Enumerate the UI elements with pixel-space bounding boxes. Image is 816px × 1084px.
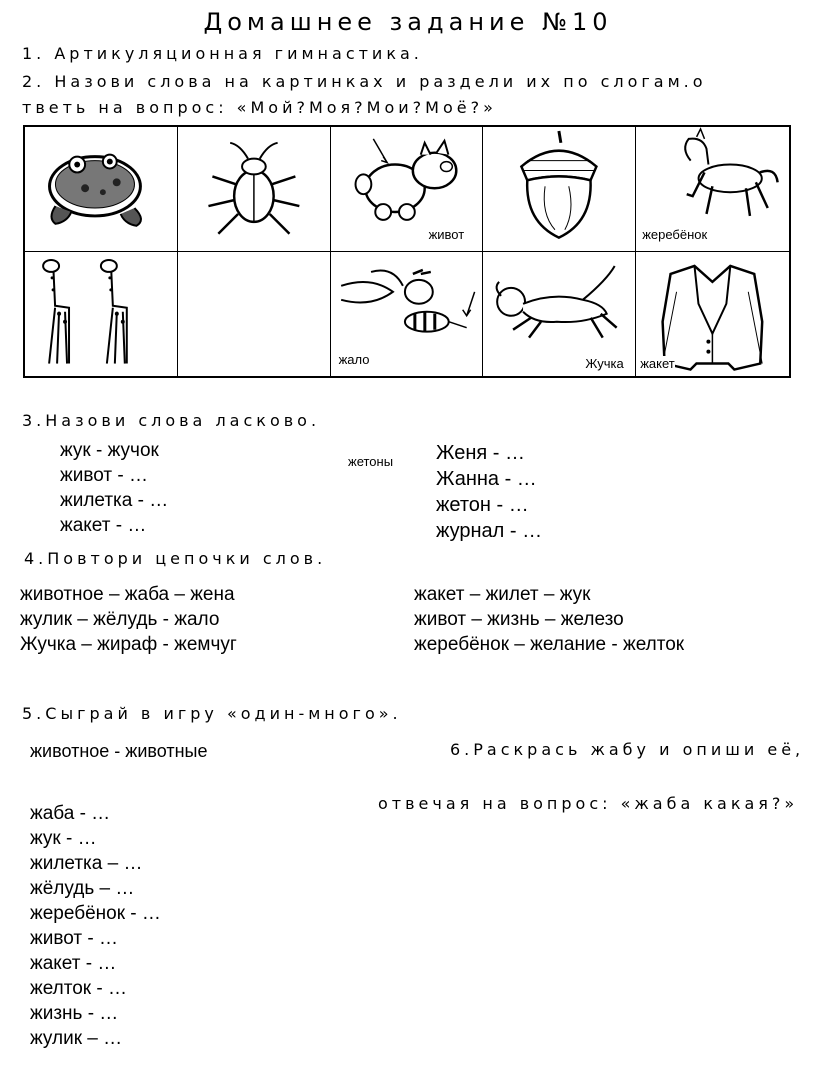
task-4-heading: 4.Повтори цепочки слов.	[24, 549, 327, 568]
list-item: Жанна - …	[436, 468, 537, 490]
list-item: жеребёнок – желание - желток	[414, 634, 685, 655]
list-item: живот - …	[60, 465, 148, 486]
list-item: жакет – жилет – жук	[414, 584, 591, 605]
list-item: жакет - …	[30, 953, 117, 974]
caption-5: жеребёнок	[642, 227, 708, 242]
list-item: желток - …	[30, 978, 127, 999]
task-6-line-1: 6.Раскрась жабу и опиши её,	[450, 740, 805, 759]
list-item: живот – жизнь – железо	[414, 609, 624, 630]
list-item: жук - …	[30, 828, 97, 849]
caption-8: жало	[338, 351, 370, 367]
beetle-icon	[178, 127, 330, 251]
task-5-list	[30, 801, 161, 1051]
list-item: жёлудь – …	[30, 878, 135, 899]
picture-cell-piglet	[331, 127, 484, 252]
picture-cell-foal	[636, 127, 789, 252]
page-title: Домашнее задание №10	[203, 8, 613, 36]
giraffes-icon	[25, 252, 177, 377]
task-2-line-2: тветь на вопрос: «Мой?Моя?Мои?Моё?»	[22, 98, 497, 117]
task-3-heading: 3.Назови слова ласково.	[22, 411, 321, 430]
list-item: жеребёнок - …	[30, 903, 161, 924]
picture-cell-wasp	[331, 252, 484, 377]
picture-cell-acorn	[483, 127, 636, 252]
list-item: живот - …	[30, 928, 118, 949]
task-4-left-list	[20, 582, 237, 657]
task-6-line-2: отвечая на вопрос: «жаба какая?»	[378, 794, 799, 813]
list-item: Женя - …	[436, 442, 525, 464]
caption-10: жакет	[640, 355, 675, 371]
list-item: жизнь - …	[30, 1003, 119, 1024]
task-1: 1. Артикуляционная гимнастика.	[22, 44, 423, 63]
picture-cell-beetle	[178, 127, 331, 252]
acorn-icon	[483, 127, 635, 251]
list-item: жаба - …	[30, 803, 111, 824]
task-4-right-list	[414, 582, 684, 657]
caption-9: Жучка	[585, 355, 624, 371]
task-5-heading: 5.Сыграй в игру «один-много».	[22, 704, 402, 723]
task-3-right-list	[436, 440, 542, 544]
list-item: жулик – …	[30, 1028, 123, 1049]
list-item: жилетка – …	[30, 853, 143, 874]
task-3-left-list	[60, 438, 168, 538]
picture-cell-dog	[483, 252, 636, 377]
task-5-example: животное - животные	[30, 741, 208, 761]
caption-3: живот	[428, 227, 465, 242]
picture-cell-toad	[25, 127, 178, 252]
task-3-note: жетоны	[348, 454, 394, 469]
picture-cell-jacket	[636, 252, 789, 377]
list-item: жилетка - …	[60, 490, 169, 511]
task-2-line-1: 2. Назови слова на картинках и раздели их по слогам.о	[22, 72, 707, 91]
list-item: жулик – жёлудь - жало	[20, 609, 220, 630]
list-item: жук - жучок	[60, 440, 159, 461]
list-item: Жучка – жираф - жемчуг	[20, 634, 237, 655]
picture-grid	[23, 125, 791, 378]
picture-cell-empty	[178, 252, 331, 377]
list-item: жетон - …	[436, 494, 529, 516]
list-item: журнал - …	[436, 520, 543, 542]
list-item: жакет - …	[60, 515, 147, 536]
picture-cell-giraffes	[25, 252, 178, 377]
list-item: животное – жаба – жена	[20, 584, 235, 605]
toad-icon	[25, 127, 177, 251]
